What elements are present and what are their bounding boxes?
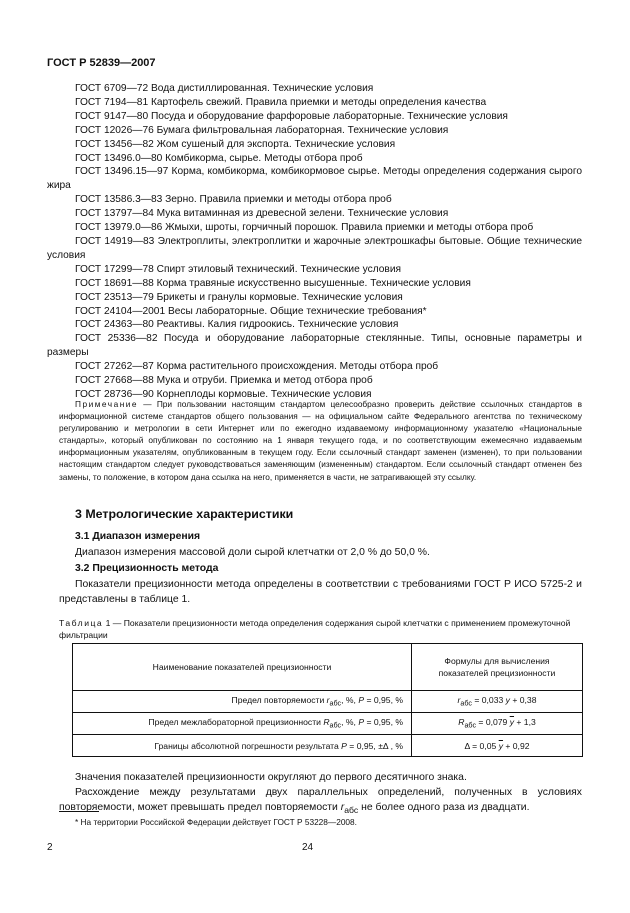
table-row [73, 735, 583, 757]
formula-cell: $r_{абс} = 0,033$ y + 0,38 [412, 691, 583, 713]
table-header-formula: Формулы для вычисления показателей прецизионности [412, 644, 583, 691]
subsection-3-2-text: Показатели прецизионности метода определены в соответствии с требованиями ГОСТ Р ИСО 5725-2 и представлены в таблице 1. [59, 579, 582, 605]
indicator-cell: Предел межлабораторной прецизионности $R_{абс}$, %, P = 0,95, % [73, 713, 412, 735]
reference-item: ГОСТ 13496.15—97 Корма, комбикорма, комбикормовое сырье. Методы определения содержания сырого жира [47, 166, 582, 192]
reference-item: ГОСТ 24104—2001 Весы лабораторные. Общие технические требования* [75, 305, 427, 317]
indicator-cell: Предел повторяемости $r_{абс}$, %, P = 0,95, % [73, 691, 412, 713]
reference-item: ГОСТ 12026—76 Бумага фильтровальная лабораторная. Технические условия [75, 124, 449, 136]
table-header-indicator: Наименование показателей прецизионности [73, 644, 412, 691]
reference-item: ГОСТ 23513—79 Брикеты и гранулы кормовые. Технические условия [75, 291, 403, 303]
formula-cell: $R_{абс} = 0,079$ $\overline{y} + 1,3$ [412, 713, 583, 735]
reference-item: ГОСТ 13979.0—86 Жмыхи, шроты, горчичный порошок. Правила приемки и методы отбора проб [75, 222, 534, 234]
reference-item: ГОСТ 9147—80 Посуда и оборудование фарфоровые лабораторные. Технические условия [75, 110, 508, 122]
footnote: * На территории Российской Федерации действует ГОСТ Р 53228—2008. [75, 817, 357, 827]
subsection-3-2-title: 3.2 Прецизионность метода [75, 563, 219, 574]
page-number-center: 24 [302, 842, 314, 853]
reference-item: ГОСТ 6709—72 Вода дистиллированная. Технические условия [75, 83, 374, 94]
reference-item: ГОСТ 7194—81 Картофель свежий. Правила приемки и методы определения качества [75, 96, 487, 108]
reference-item: ГОСТ 27262—87 Корма растительного происхождения. Методы отбора проб [75, 361, 439, 373]
reference-item: ГОСТ 18691—88 Корма травяные искусственно высушенные. Технические условия [75, 277, 471, 289]
normative-references-list [47, 82, 582, 402]
subsection-3-1-text: Диапазон измерения массовой доли сырой клетчатки от 2,0 % до 50,0 %. [75, 547, 430, 558]
rounding-text: Значения показателей прецизионности округляют до первого десятичного знака. [75, 772, 467, 783]
reference-item: ГОСТ 13797—84 Мука витаминная из древесной зелени. Технические условия [75, 208, 449, 220]
table-row [73, 691, 583, 713]
note-text: — При пользовании настоящим стандартом целесообразно проверить действие ссылочных стандартов в информационной системе стандартов общего пользования — на официальном сайте Федерального агентства по техническому регулированию и метрологии в сети Интернет или по ежегодно издаваемому информационному указателю «Национальные стандарты», который опубликован по состоянию на 1 января текущего года, и по соответствующим ежемесячно издаваемым информационным указателям, опубликованным в текущем году. Если ссылочный стандарт заменен (изменен), то при пользовании настоящим стандартом следует руководствоваться заменяющим (измененным) стандартом. Если ссылочный стандарт отменен без замены, то положение, в котором дана ссылка на него, применяется в части, не затрагивающей эту ссылку. [59, 399, 582, 482]
indicator-cell: Границы абсолютной погрешности результата P = 0,95, ±Δ , % [73, 735, 412, 757]
page-number-left: 2 [47, 842, 53, 853]
footnote-divider [59, 811, 99, 812]
reference-item: ГОСТ 14919—83 Электроплиты, электроплитки и жарочные электрошкафы бытовые. Общие технические условия [47, 235, 582, 261]
reference-item: ГОСТ 13586.3—83 Зерно. Правила приемки и методы отбора проб [75, 194, 392, 206]
repeatability-text: Расхождение между результатами двух параллельных определений, полученных в условиях повторяемости, может превышать предел повторяемости $r_{абс}$ не более одного раза из двадцати. [59, 787, 582, 815]
table-caption-lead: Таблица [59, 618, 104, 628]
reference-item: ГОСТ 13456—82 Жом сушеный для экспорта. Технические условия [75, 138, 396, 150]
subsection-3-1-title: 3.1 Диапазон измерения [75, 531, 201, 542]
reference-item: ГОСТ 13496.0—80 Комбикорма, сырье. Методы отбора проб [75, 152, 363, 164]
precision-table [72, 643, 583, 757]
document-header: ГОСТ Р 52839—2007 [47, 57, 156, 69]
references-note [59, 398, 582, 483]
note-lead: Примечание [75, 399, 139, 409]
reference-item: ГОСТ 17299—78 Спирт этиловый технический. Технические условия [75, 263, 402, 275]
table-1-caption [59, 618, 589, 641]
reference-item: ГОСТ 25336—82 Посуда и оборудование лабораторные стеклянные. Типы, основные параметры и размеры [47, 333, 582, 359]
section-3-title: 3 Метрологические характеристики [75, 507, 294, 521]
table-header-row [73, 644, 583, 691]
table-caption-text: 1 — Показатели прецизионности метода определения содержания сырой клетчатки с применением промежуточной фильтрации [59, 618, 571, 640]
reference-item: ГОСТ 24363—80 Реактивы. Калия гидроокись. Технические условия [75, 319, 399, 331]
reference-item: ГОСТ 28736—90 Корнеплоды кормовые. Технические условия [75, 388, 372, 400]
table-row [73, 713, 583, 735]
formula-cell: Δ = 0,05 $\overline{y} + 0,92$ [412, 735, 583, 757]
reference-item: ГОСТ 27668—88 Мука и отруби. Приемка и метод отбора проб [75, 375, 373, 387]
